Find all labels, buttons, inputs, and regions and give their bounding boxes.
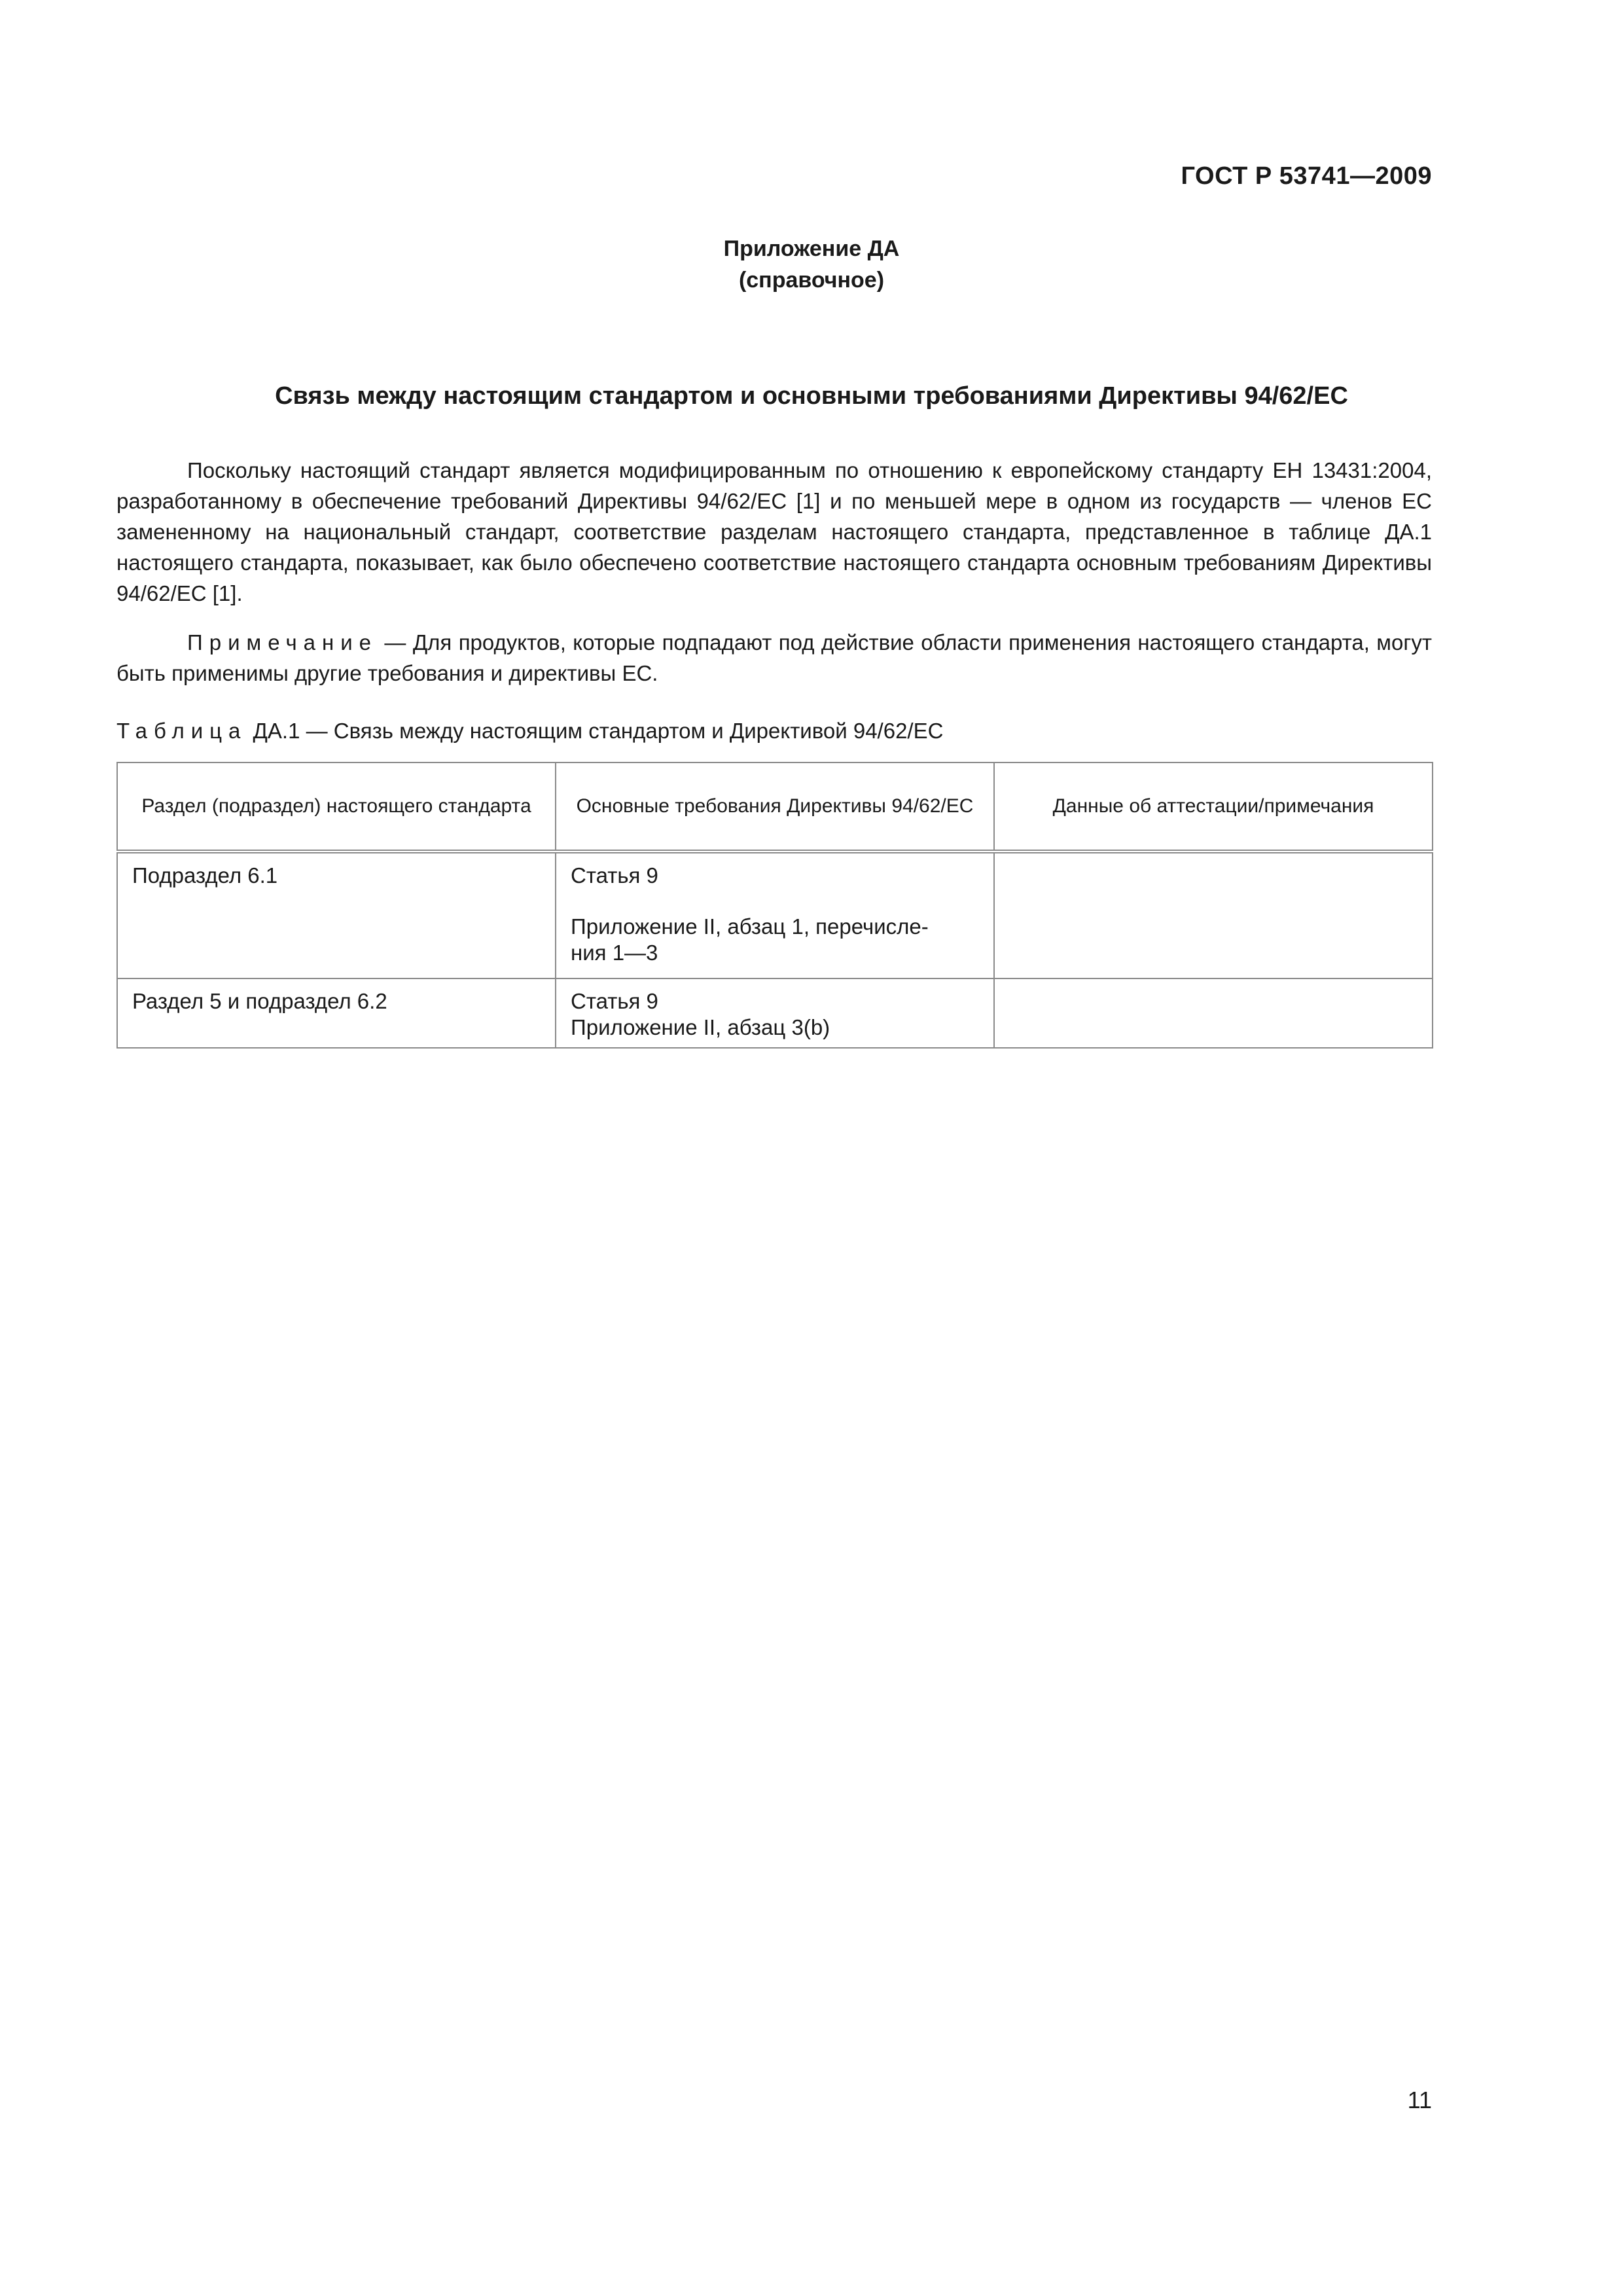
requirement-line: ния 1—3 [571,941,658,965]
row-section-cell: Раздел 5 и подраздел 6.2 [117,978,556,1048]
table-header-row [117,762,1433,852]
requirement-line: Статья 9 [571,863,658,888]
table-caption-text: ДА.1 — Связь между настоящим стандартом и Директивой 94/62/ЕС [247,719,944,743]
note-paragraph [116,627,1432,689]
row-notes-cell [994,852,1433,978]
table-row [117,978,1433,1048]
table-row [117,852,1433,978]
requirement-line: Приложение II, абзац 3(b) [571,1015,830,1039]
header-requirements: Основные требования Директивы 94/62/ЕС [556,762,994,852]
standard-id: ГОСТ Р 53741—2009 [1181,162,1432,190]
annex-heading [0,233,1623,296]
requirement-line: Приложение II, абзац 1, перечисле- [571,914,929,939]
header-notes: Данные об аттестации/примечания [994,762,1433,852]
row-requirements-cell [556,978,994,1048]
table-caption-label: Таблица [116,719,247,743]
note-label: Примечание [187,630,378,655]
header-section: Раздел (подраздел) настоящего стандарта [117,762,556,852]
requirement-line: Статья 9 [571,989,658,1013]
row-section-cell: Подраздел 6.1 [117,852,556,978]
annex-subtitle: (справочное) [738,268,885,293]
row-requirements-cell [556,852,994,978]
correspondence-table [116,762,1433,1049]
intro-paragraph: Поскольку настоящий стандарт является модифицированным по отношению к европейскому стандарту ЕН 13431:2004, разработанному в обеспечение требований Директивы 94/62/ЕС [1] и по меньшей мере в одном из государств — членов ЕС замененному на национальный стандарт, соответствие разделам настоящего стандарта, представленное в таблице ДА.1 настоящего стандарта, показывает, как было обеспечено соответствие настоящего стандарта основным требованиям Директивы 94/62/ЕС [1]. [116,458,1432,605]
page-number: 11 [1407,2087,1432,2113]
row-notes-cell [994,978,1433,1048]
section-title: Связь между настоящим стандартом и основными требованиями Директивы 94/62/ЕС [275,382,1348,410]
table-caption [116,719,943,744]
annex-title: Приложение ДА [723,236,900,261]
note-text: — Для продуктов, которые подпадают под действие области применения настоящего стандарта, могут быть применимы другие требования и директивы ЕС. [116,630,1432,685]
